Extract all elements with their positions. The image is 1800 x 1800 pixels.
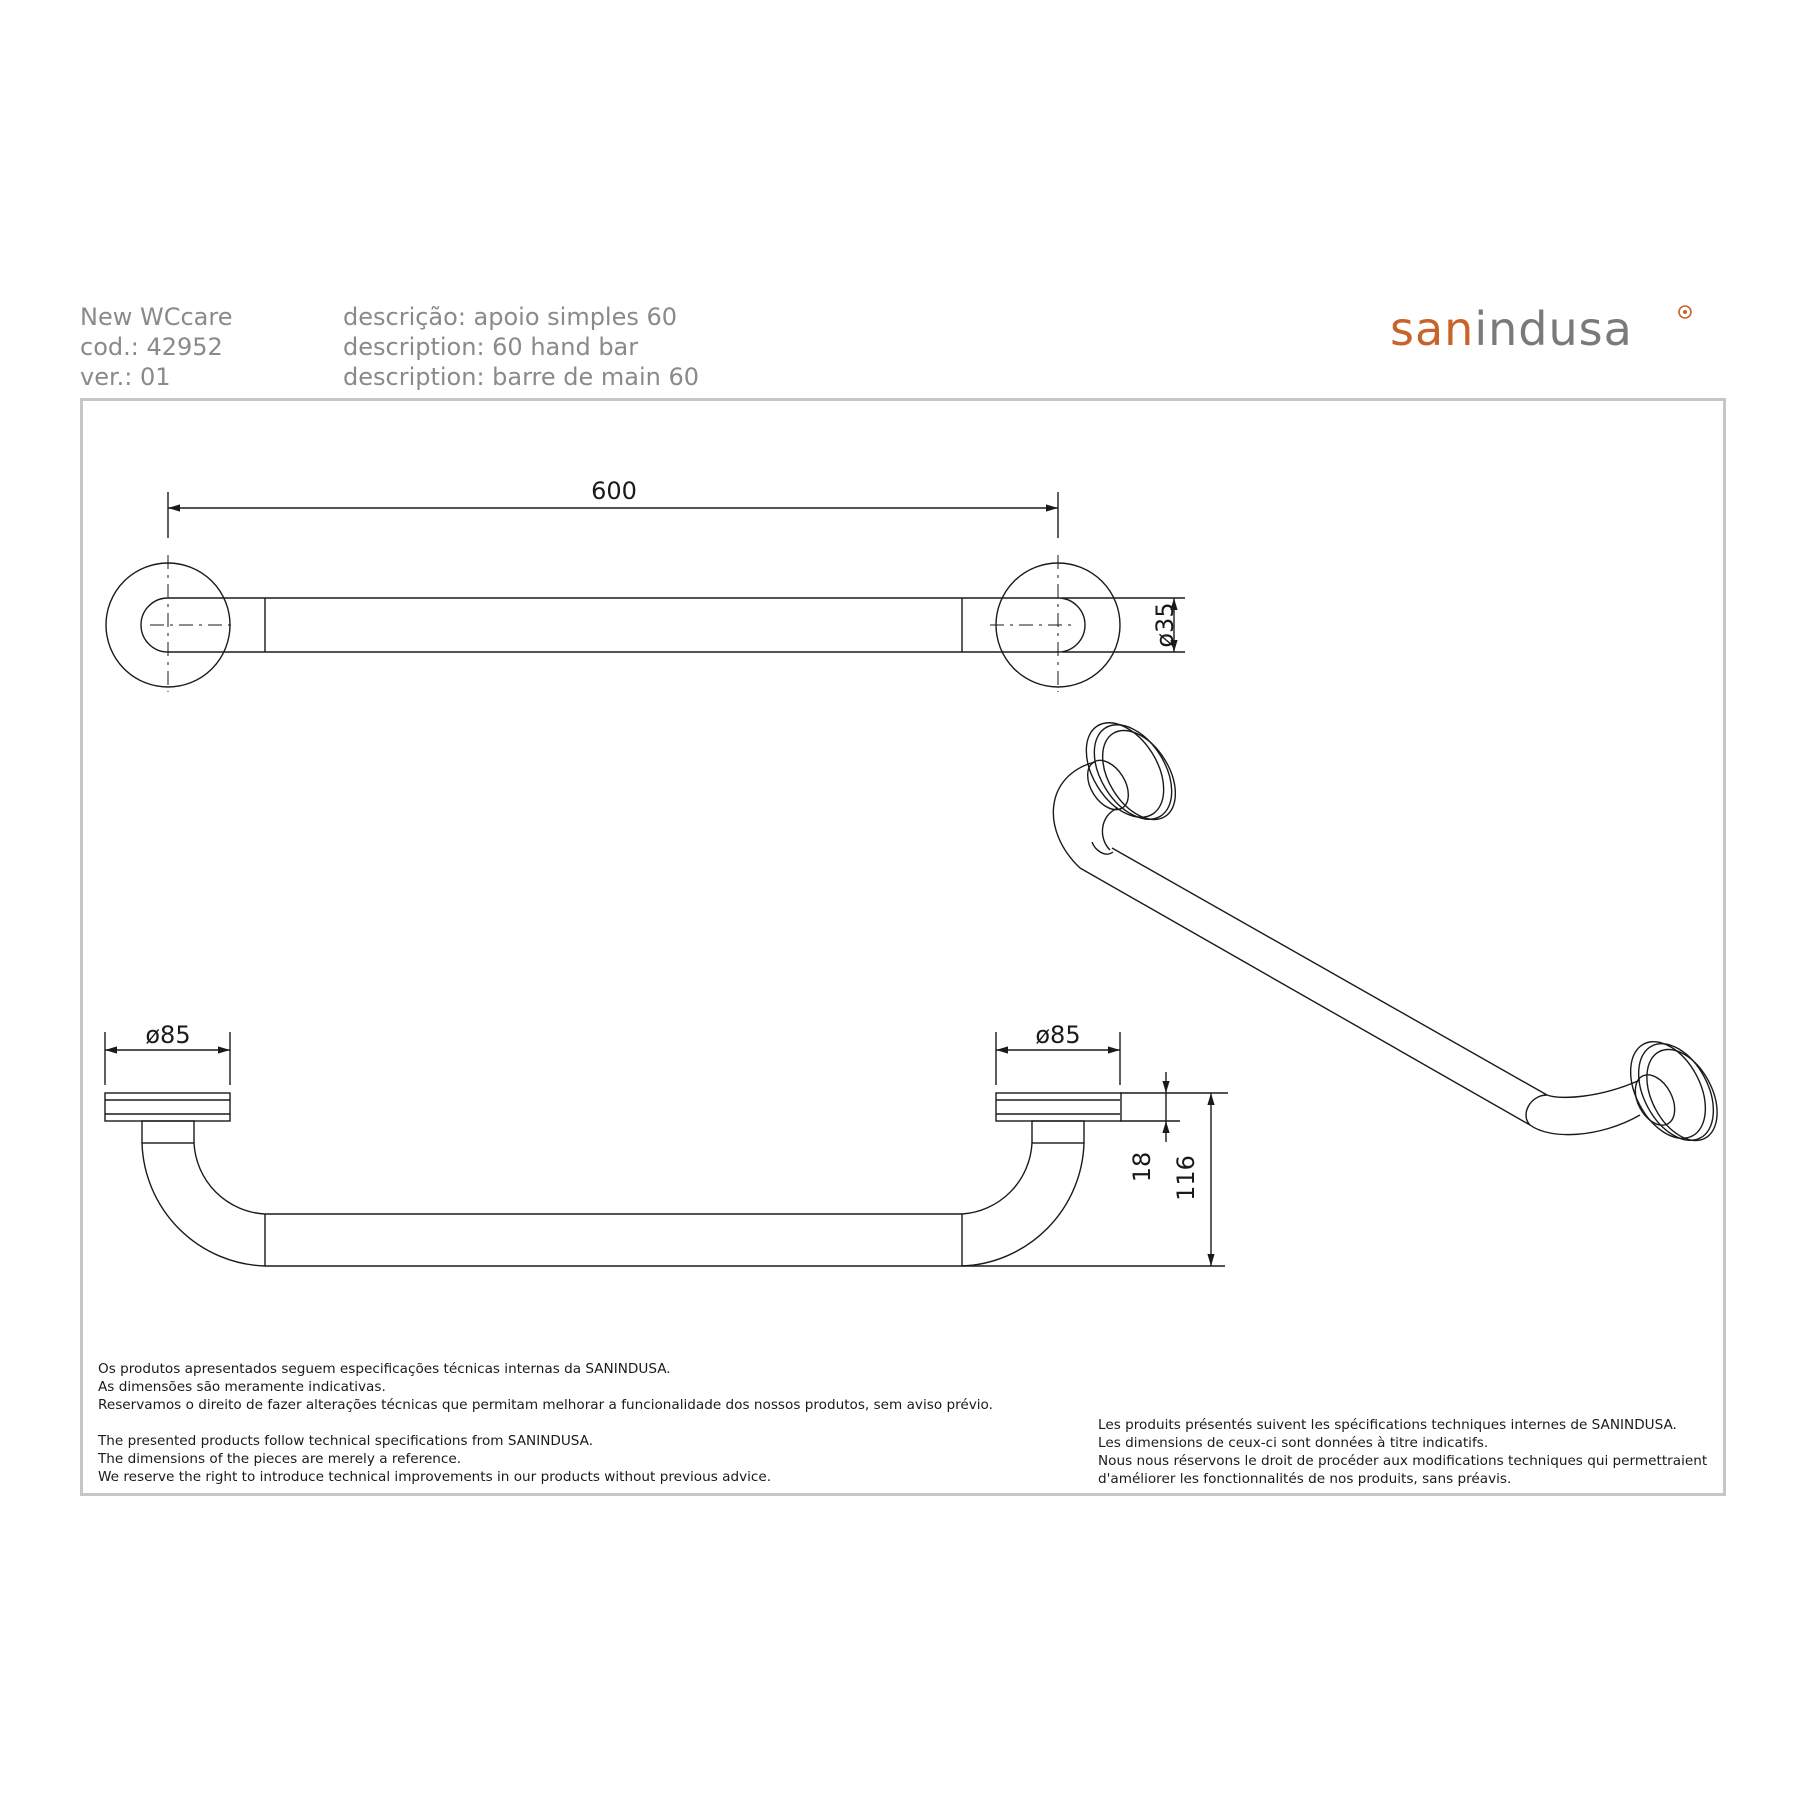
disclaimer-en-line: We reserve the right to introduce technical improvements in our products without previous advice. — [98, 1469, 772, 1485]
disclaimer-fr-line: Les produits présentés suivent les spécifications techniques internes de SANINDUSA. — [1098, 1417, 1677, 1433]
logo-text-san: san — [1390, 302, 1475, 356]
isometric-view — [1053, 709, 1731, 1153]
front-view — [105, 1032, 1228, 1266]
dim-projection: 116 — [1172, 1155, 1200, 1201]
dim-rosette-left: ø85 — [145, 1021, 191, 1049]
disclaimer-en-line: The presented products follow technical specifications from SANINDUSA. — [98, 1433, 594, 1449]
description-en: description: 60 hand bar — [343, 333, 639, 361]
disclaimer-en — [98, 1432, 771, 1486]
left-rosette-front — [105, 1093, 230, 1121]
disclaimer-en-line: The dimensions of the pieces are merely a reference. — [98, 1451, 462, 1467]
disclaimer-fr — [1098, 1416, 1707, 1488]
disclaimer-fr-line: Nous nous réservons le droit de procéder aux modifications techniques qui permettraient — [1098, 1453, 1708, 1469]
description-pt: descrição: apoio simples 60 — [343, 303, 678, 331]
description-fr: description: barre de main 60 — [343, 363, 700, 391]
dim-length-600: 600 — [591, 477, 637, 505]
disclaimer-pt-line: Os produtos apresentados seguem especificações técnicas internas da SANINDUSA. — [98, 1361, 671, 1377]
dim-tube-diameter: ø35 — [1151, 602, 1179, 648]
disclaimer-pt-line: Reservamos o direito de fazer alterações técnicas que permitam melhorar a funcionalidade dos nossos produtos, sem aviso prévio. — [98, 1397, 993, 1413]
disclaimer-pt-line: As dimensões são meramente indicativas. — [98, 1379, 386, 1395]
disclaimer-fr-line: Les dimensions de ceux-ci sont données à titre indicatifs. — [1098, 1435, 1489, 1451]
logo-text-indusa: indusa — [1474, 302, 1633, 356]
disclaimer-pt — [98, 1360, 993, 1414]
right-rosette-front — [996, 1093, 1121, 1121]
dim-rosette-thickness: 18 — [1128, 1151, 1156, 1183]
product-code: cod.: 42952 — [80, 333, 223, 361]
collection-name: New WCcare — [80, 303, 233, 331]
product-version: ver.: 01 — [80, 363, 171, 391]
top-view — [106, 492, 1185, 692]
disclaimer-fr-line: d'améliorer les fonctionnalités de nos produits, sans préavis. — [1098, 1471, 1512, 1487]
dim-rosette-right: ø85 — [1035, 1021, 1081, 1049]
